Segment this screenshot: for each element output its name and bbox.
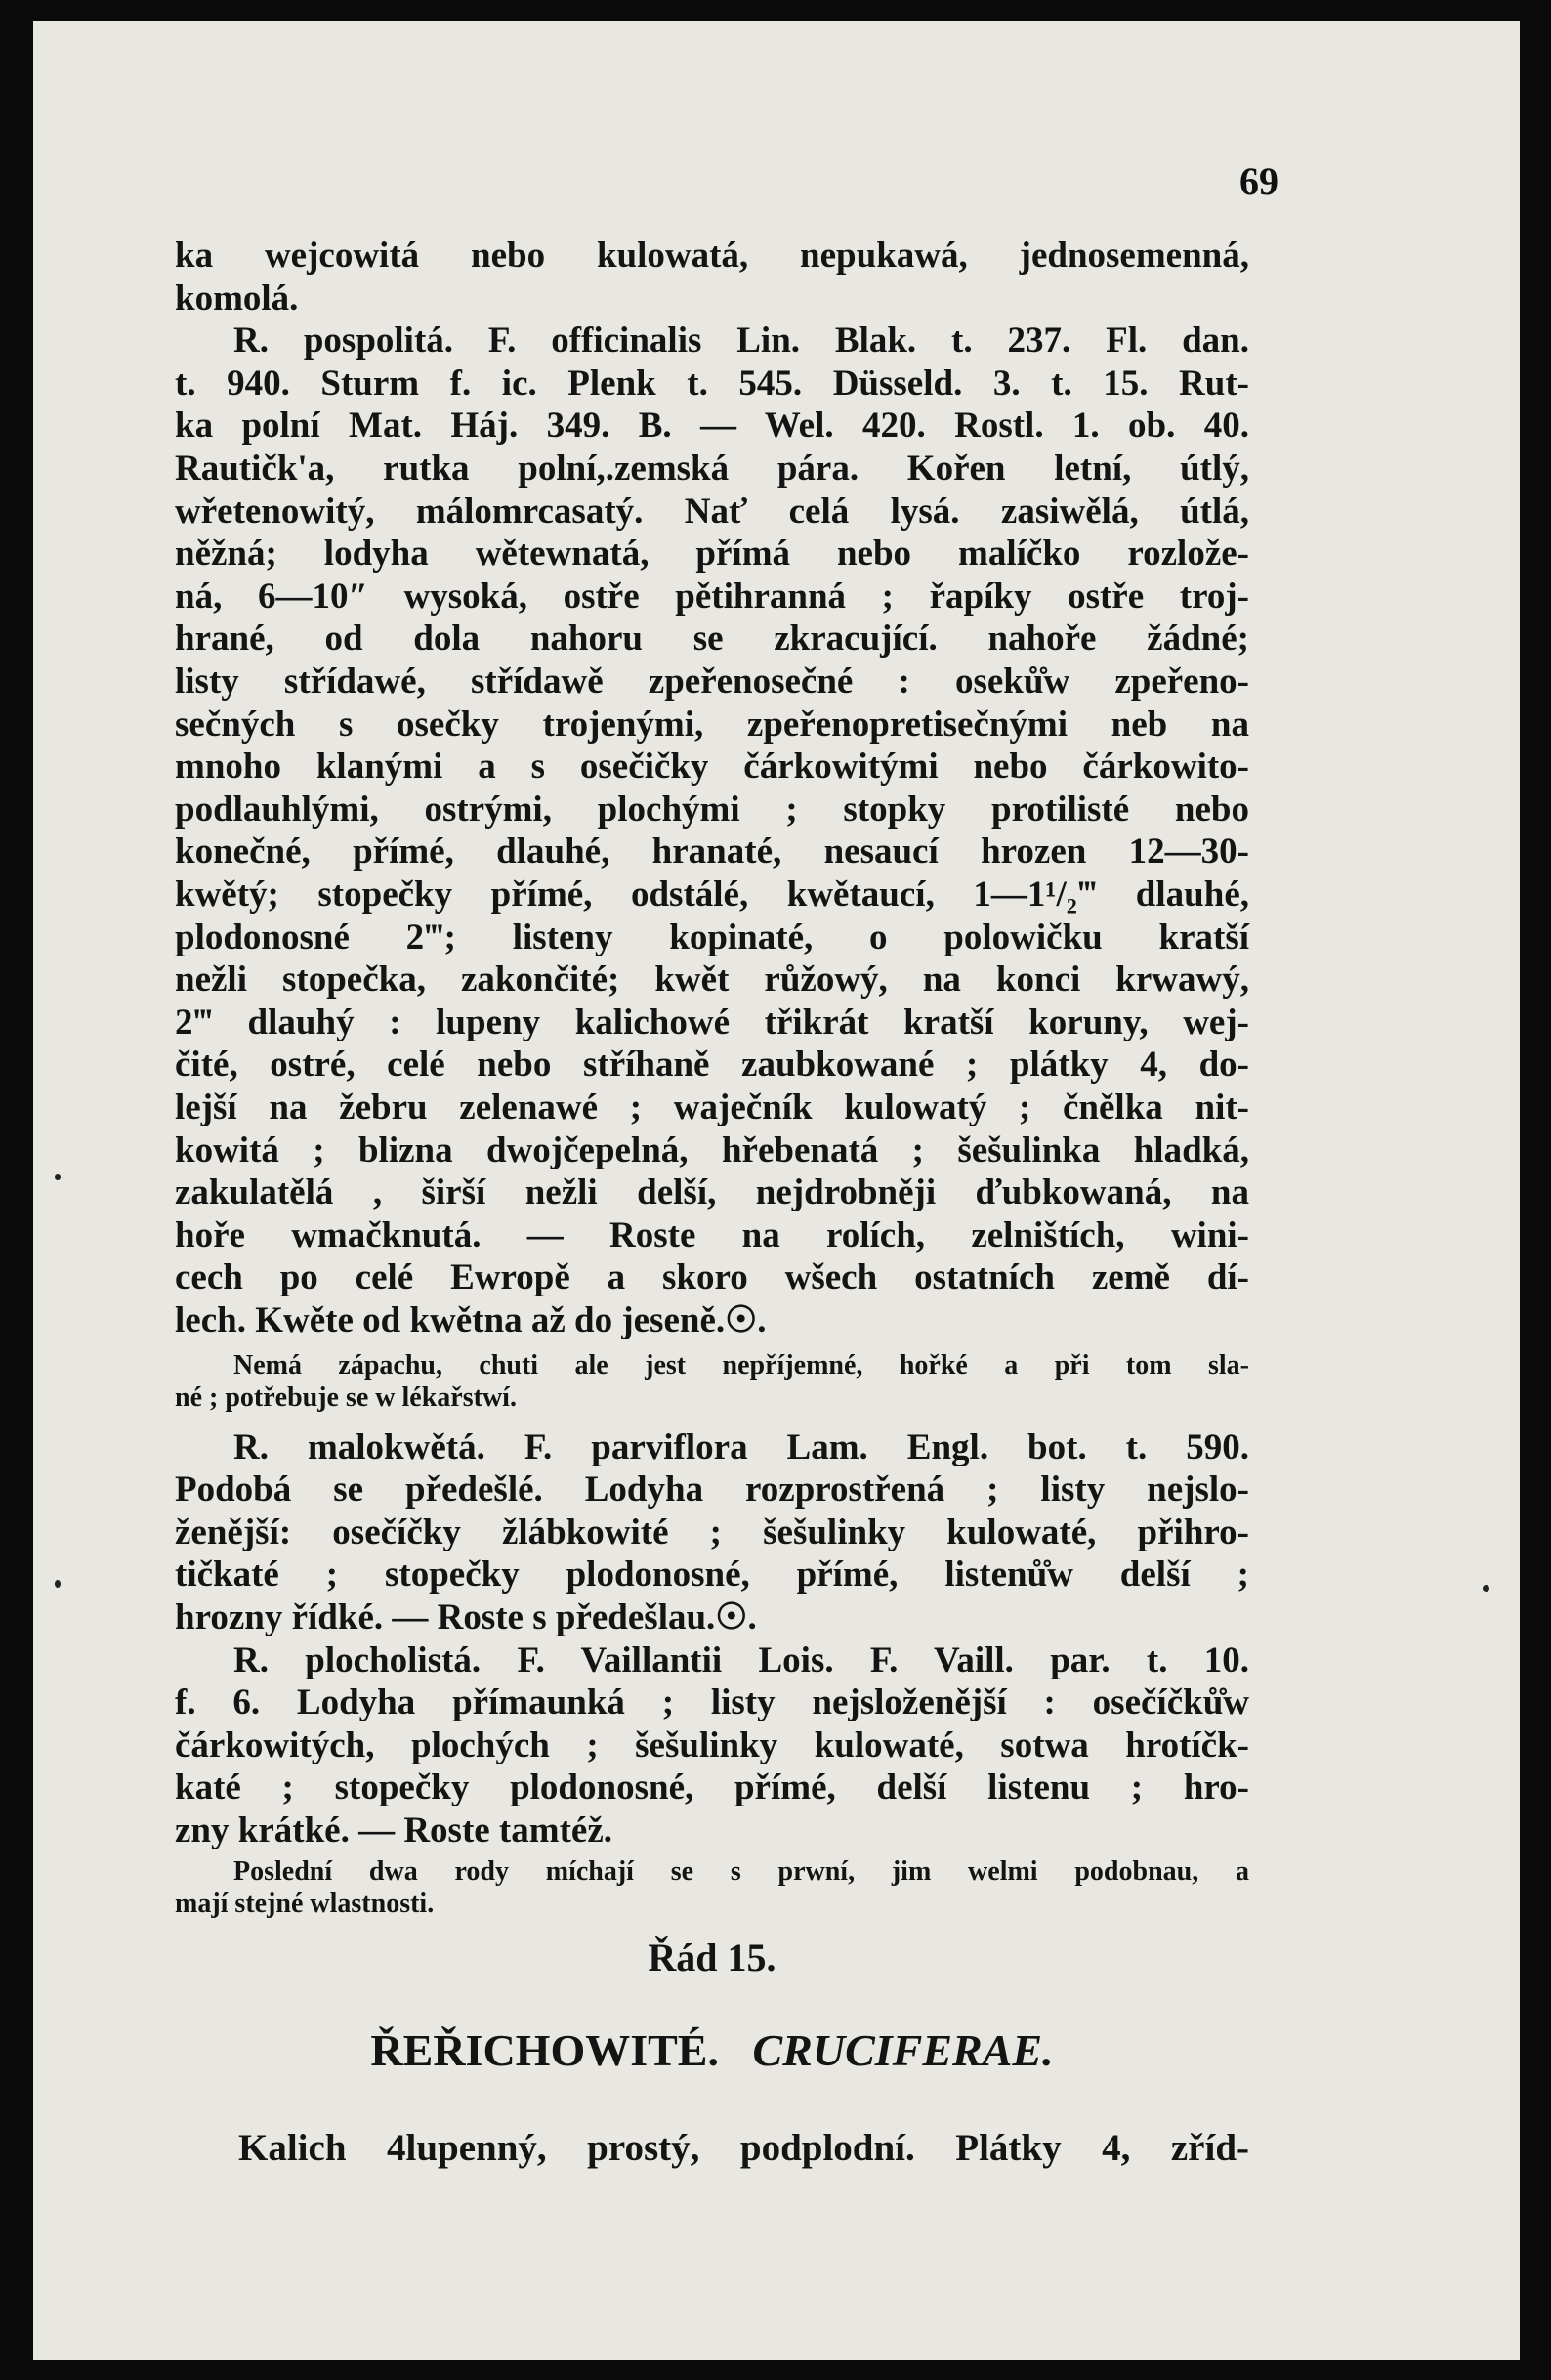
body-text-line: R. plocholistá. F. Vaillantii Lois. F. Vaill. par. t. 10. [233,1639,1249,1680]
note-text-line: Poslední dwa rody míchají se s prwní, jim welmi podobnau, a [233,1855,1249,1887]
body-text-line: lech. Kwěte od kwětna až do jeseně.☉. [175,1300,767,1340]
body-text-line: 2‴ dlauhý : lupeny kalichowé třikrát kratší koruny, wej- [175,1001,1249,1042]
body-text-line: něžná; lodyha wětewnatá, přímá nebo malíčko rozlože- [175,533,1249,574]
body-text-line: hoře wmačknutá. — Roste na rolích, zelništích, wini- [175,1214,1249,1255]
body-text-line: sečných s osečky trojenými, zpeřenopretisečnými neb na [175,703,1249,744]
body-text-line: podlauhlými, ostrými, plochými ; stopky protilisté nebo [175,788,1249,829]
body-text-line: čárkowitých, plochých ; šešulinky kulowaté, sotwa hrotíčk- [175,1724,1249,1765]
note-text-line: mají stejné wlastnosti. [175,1888,435,1919]
scan-speck [55,1580,61,1588]
body-text-line: cech po celé Ewropě a skoro wšech ostatních země dí- [175,1257,1249,1298]
heading-spacer [719,2025,753,2075]
order-heading: Řád 15. [648,1935,776,1979]
body-text-line: čité, ostré, celé nebo stříhaně zaubkowané ; plátky 4, do- [175,1044,1249,1085]
body-text-line: f. 6. Lodyha přímaunká ; listy nejsloženější : osečíčků̊w [175,1682,1249,1723]
body-text-line: kwětý; stopečky přímé, odstálé, kwětaucí, 1—1¹/₂‴ dlauhé, [175,874,1249,914]
page-number: 69 [1239,159,1279,203]
body-text-line: hrané, od dola nahoru se zkracující. nahoře žádné; [175,618,1249,659]
body-text-line: wřetenowitý, málomrcasatý. Nať celá lysá. zasiwělá, útlá, [175,490,1249,531]
body-text-line: konečné, přímé, dlauhé, hranaté, nesaucí hrozen 12—30- [175,831,1249,872]
body-text-line: hrozny řídké. — Roste s předešlau.☉. [175,1597,757,1637]
body-text-line: Podobá se předešlé. Lodyha rozprostřená ; listy nejslo- [175,1469,1249,1510]
scan-speck [1483,1585,1489,1592]
body-text-line: tičkaté ; stopečky plodonosné, přímé, listenů̊w delší ; [175,1554,1249,1595]
body-text-line: ženější: osečíčky žlábkowité ; šešulinky kulowaté, přihro- [175,1511,1249,1552]
body-text-line: lejší na žebru zelenawé ; waječník kulowatý ; čnělka nit- [175,1087,1249,1127]
body-text-line: plodonosné 2‴; listeny kopinaté, o polowičku kratší [175,916,1249,957]
scan-speck [55,1174,61,1180]
body-text-line: komolá. [175,277,299,319]
note-text-line: né ; potřebuje se w lékařstwí. [175,1381,517,1413]
family-heading-latin: CRUCIFERAE. [752,2025,1054,2075]
body-text-line: R. pospolitá. F. officinalis Lin. Blak. t. 237. Fl. dan. [233,320,1249,361]
body-text-line: zny krátké. — Roste tamtéž. [175,1810,612,1850]
body-text-line: listy střídawé, střídawě zpeřenosečné : oseků̊w zpeřeno- [175,661,1249,701]
body-text-line: mnoho klanými a s osečičky čárkowitými nebo čárkowito- [175,746,1249,787]
body-text-line: Rautičk'a, rutka polní,.zemská pára. Kořen letní, útlý, [175,448,1249,489]
body-text-line: ka polní Mat. Háj. 349. B. — Wel. 420. Rostl. 1. ob. 40. [175,405,1249,446]
body-text-line: R. malokwětá. F. parviflora Lam. Engl. bot. t. 590. [233,1426,1249,1467]
page-content [33,21,1520,2360]
body-text-line: ná, 6—10″ wysoká, ostře pětihranná ; řapíky ostře troj- [175,575,1249,616]
body-text-line: t. 940. Sturm f. ic. Plenk t. 545. Düsseld. 3. t. 15. Rut- [175,362,1249,404]
body-text-line: Kalich 4lupenný, prostý, podplodní. Plátky 4, zříd- [238,2127,1249,2169]
note-text-line: Nemá zápachu, chuti ale jest nepříjemné, hořké a při tom sla- [233,1349,1249,1381]
body-text-line: nežli stopečka, zakončité; kwět růžowý, na konci krwawý, [175,959,1249,1000]
family-heading [175,2025,1249,2075]
body-text-line: kowitá ; blizna dwojčepelná, hřebenatá ; šešulinka hladká, [175,1129,1249,1170]
family-heading-czech: ŘEŘICHOWITÉ. [370,2025,719,2075]
body-text-line: katé ; stopečky plodonosné, přímé, delší listenu ; hro- [175,1767,1249,1808]
body-text-line: ka wejcowitá nebo kulowatá, nepukawá, jednosemenná, [175,235,1249,276]
scanned-page [33,21,1520,2360]
body-text-line: zakulatělá , širší nežli delší, nejdrobněji ďubkowaná, na [175,1172,1249,1213]
